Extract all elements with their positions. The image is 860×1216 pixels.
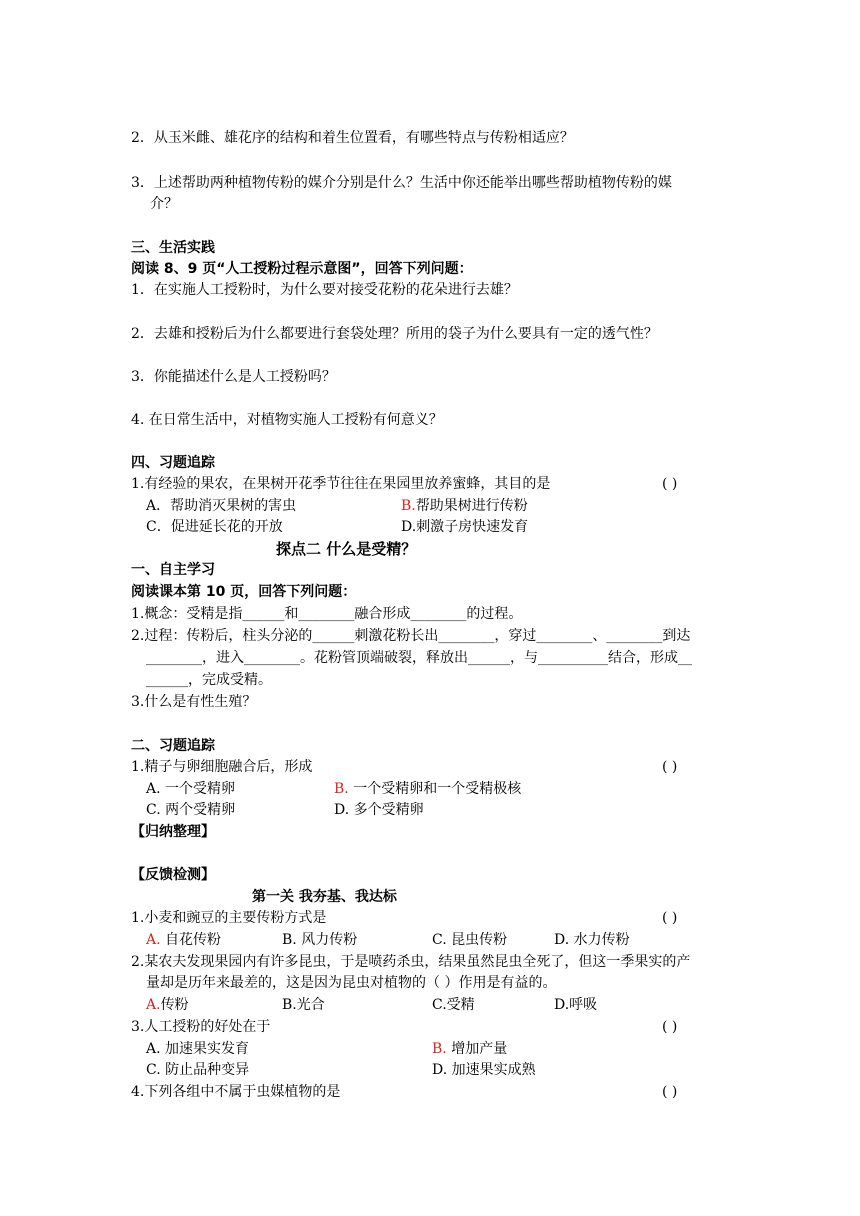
feedback-question-3: 3.人工授粉的好处在于 <box>131 1019 271 1035</box>
option-b-letter: B. <box>401 498 416 514</box>
q1-option-a <box>146 930 221 950</box>
feedback-question-4: 4.下列各组中不属于虫媒植物的是 <box>131 1084 341 1100</box>
answer-parentheses: ( ) <box>662 476 678 492</box>
q2-option-d: D.呼吸 <box>554 997 598 1013</box>
q2-option-a <box>146 995 189 1015</box>
section-heading-exercise: 四、习题追踪 <box>131 455 215 471</box>
option-b <box>401 496 528 516</box>
question-pollination-media-cont: 介？ <box>150 196 178 212</box>
option-d: D.刺激子房快速发育 <box>401 519 529 535</box>
sexual-reproduction-question: 3.什么是有性生殖？ <box>131 694 257 710</box>
feedback-question-2: 2.某农夫发现果园内有许多昆虫，于是喷药杀虫，结果虽然昆虫全死了，但这一季果实的产 <box>131 954 691 970</box>
option-a: A. 一个受精卵 <box>146 781 236 797</box>
q1-option-c: C. 昆虫传粉 <box>432 932 508 948</box>
feedback-heading: 【反馈检测】 <box>131 867 215 883</box>
q2-option-c: C.受精 <box>432 997 475 1013</box>
section-heading-practice: 三、生活实践 <box>131 240 215 256</box>
option-d: D. 多个受精卵 <box>334 802 424 818</box>
option-b <box>334 779 521 799</box>
option-b-text: 增加产量 <box>446 1041 508 1057</box>
practice-question-1: 1．在实施人工授粉时，为什么要对接受花粉的花朵进行去雄？ <box>131 282 518 298</box>
fertilization-process-cont2: ______，完成受精。 <box>146 672 272 688</box>
section-heading-exercise-2: 二、习题追踪 <box>131 738 215 754</box>
option-c: C．促进延长花的开放 <box>146 519 283 535</box>
q3-option-c: C. 防止品种变异 <box>146 1062 250 1078</box>
option-c: C. 两个受精卵 <box>146 802 236 818</box>
option-b-letter: B. <box>432 1041 447 1057</box>
practice-question-2: 2．去雄和授粉后为什么都要进行套袋处理？所用的袋子为什么要具有一定的透气性？ <box>131 326 658 342</box>
q3-option-a: A. 加速果实发育 <box>146 1041 250 1057</box>
answer-parentheses: ( ) <box>662 910 678 926</box>
q2-option-b: B.光合 <box>282 997 325 1013</box>
exercise-question-1: 1.有经验的果农，在果树开花季节往往在果园里放养蜜蜂，其目的是 <box>131 476 551 492</box>
summary-heading: 【归纳整理】 <box>131 824 215 840</box>
fertilization-process-cont1: ________，进入________。花粉管顶端破裂，释放出______，与__________结合，形成__ <box>146 650 692 666</box>
feedback-question-1: 1.小麦和豌豆的主要传粉方式是 <box>131 910 327 926</box>
feedback-question-2-cont: 量却是历年来最差的，这是因为昆虫对植物的（ ）作用是有益的。 <box>146 975 557 991</box>
section-heading-self-study: 一、自主学习 <box>131 562 215 578</box>
question-corn-flower: 2．从玉米雌、雄花序的结构和着生位置看，有哪些特点与传粉相适应？ <box>131 130 574 146</box>
option-a-text: 自花传粉 <box>160 932 222 948</box>
q1-option-b: B. 风力传粉 <box>282 932 358 948</box>
fertilization-concept: 1.概念：受精是指______和________融合形成________的过程。 <box>131 606 523 622</box>
self-study-instruction: 阅读课本第 10 页，回答下列问题： <box>131 584 357 600</box>
question-pollination-media: 3．上述帮助两种植物传粉的媒介分别是什么？生活中你还能举出哪些帮助植物传粉的媒 <box>131 175 672 191</box>
option-a-letter: A. <box>146 932 161 948</box>
option-b-text: 帮助果树进行传粉 <box>415 498 528 514</box>
inquiry-point-2-title: 探点二 什么是受精？ <box>276 540 417 558</box>
practice-question-4: 4. 在日常生活中，对植物实施人工授粉有何意义？ <box>131 412 443 428</box>
option-a: A．帮助消灭果树的害虫 <box>146 498 297 514</box>
option-a-letter: A. <box>146 997 161 1013</box>
fertilization-process: 2.过程：传粉后，柱头分泌的______刺激花粉长出________，穿过________、________到达 <box>131 628 691 644</box>
level-1-title: 第一关 我夯基、我达标 <box>252 889 397 905</box>
option-b-letter: B. <box>334 781 349 797</box>
q3-option-d: D. 加速果实成熟 <box>432 1062 536 1078</box>
option-b-text: 一个受精卵和一个受精极核 <box>348 781 522 797</box>
practice-instruction: 阅读 8、9 页“人工授粉过程示意图”，回答下列问题： <box>131 261 473 277</box>
answer-parentheses: ( ) <box>662 1084 678 1100</box>
q1-option-d: D. 水力传粉 <box>554 932 630 948</box>
answer-parentheses: ( ) <box>662 1019 678 1035</box>
answer-parentheses: ( ) <box>662 759 678 775</box>
option-a-text: 传粉 <box>160 997 189 1013</box>
q3-option-b <box>432 1039 507 1059</box>
exercise-2-question-1: 1.精子与卵细胞融合后，形成 <box>131 759 313 775</box>
practice-question-3: 3．你能描述什么是人工授粉吗？ <box>131 369 336 385</box>
